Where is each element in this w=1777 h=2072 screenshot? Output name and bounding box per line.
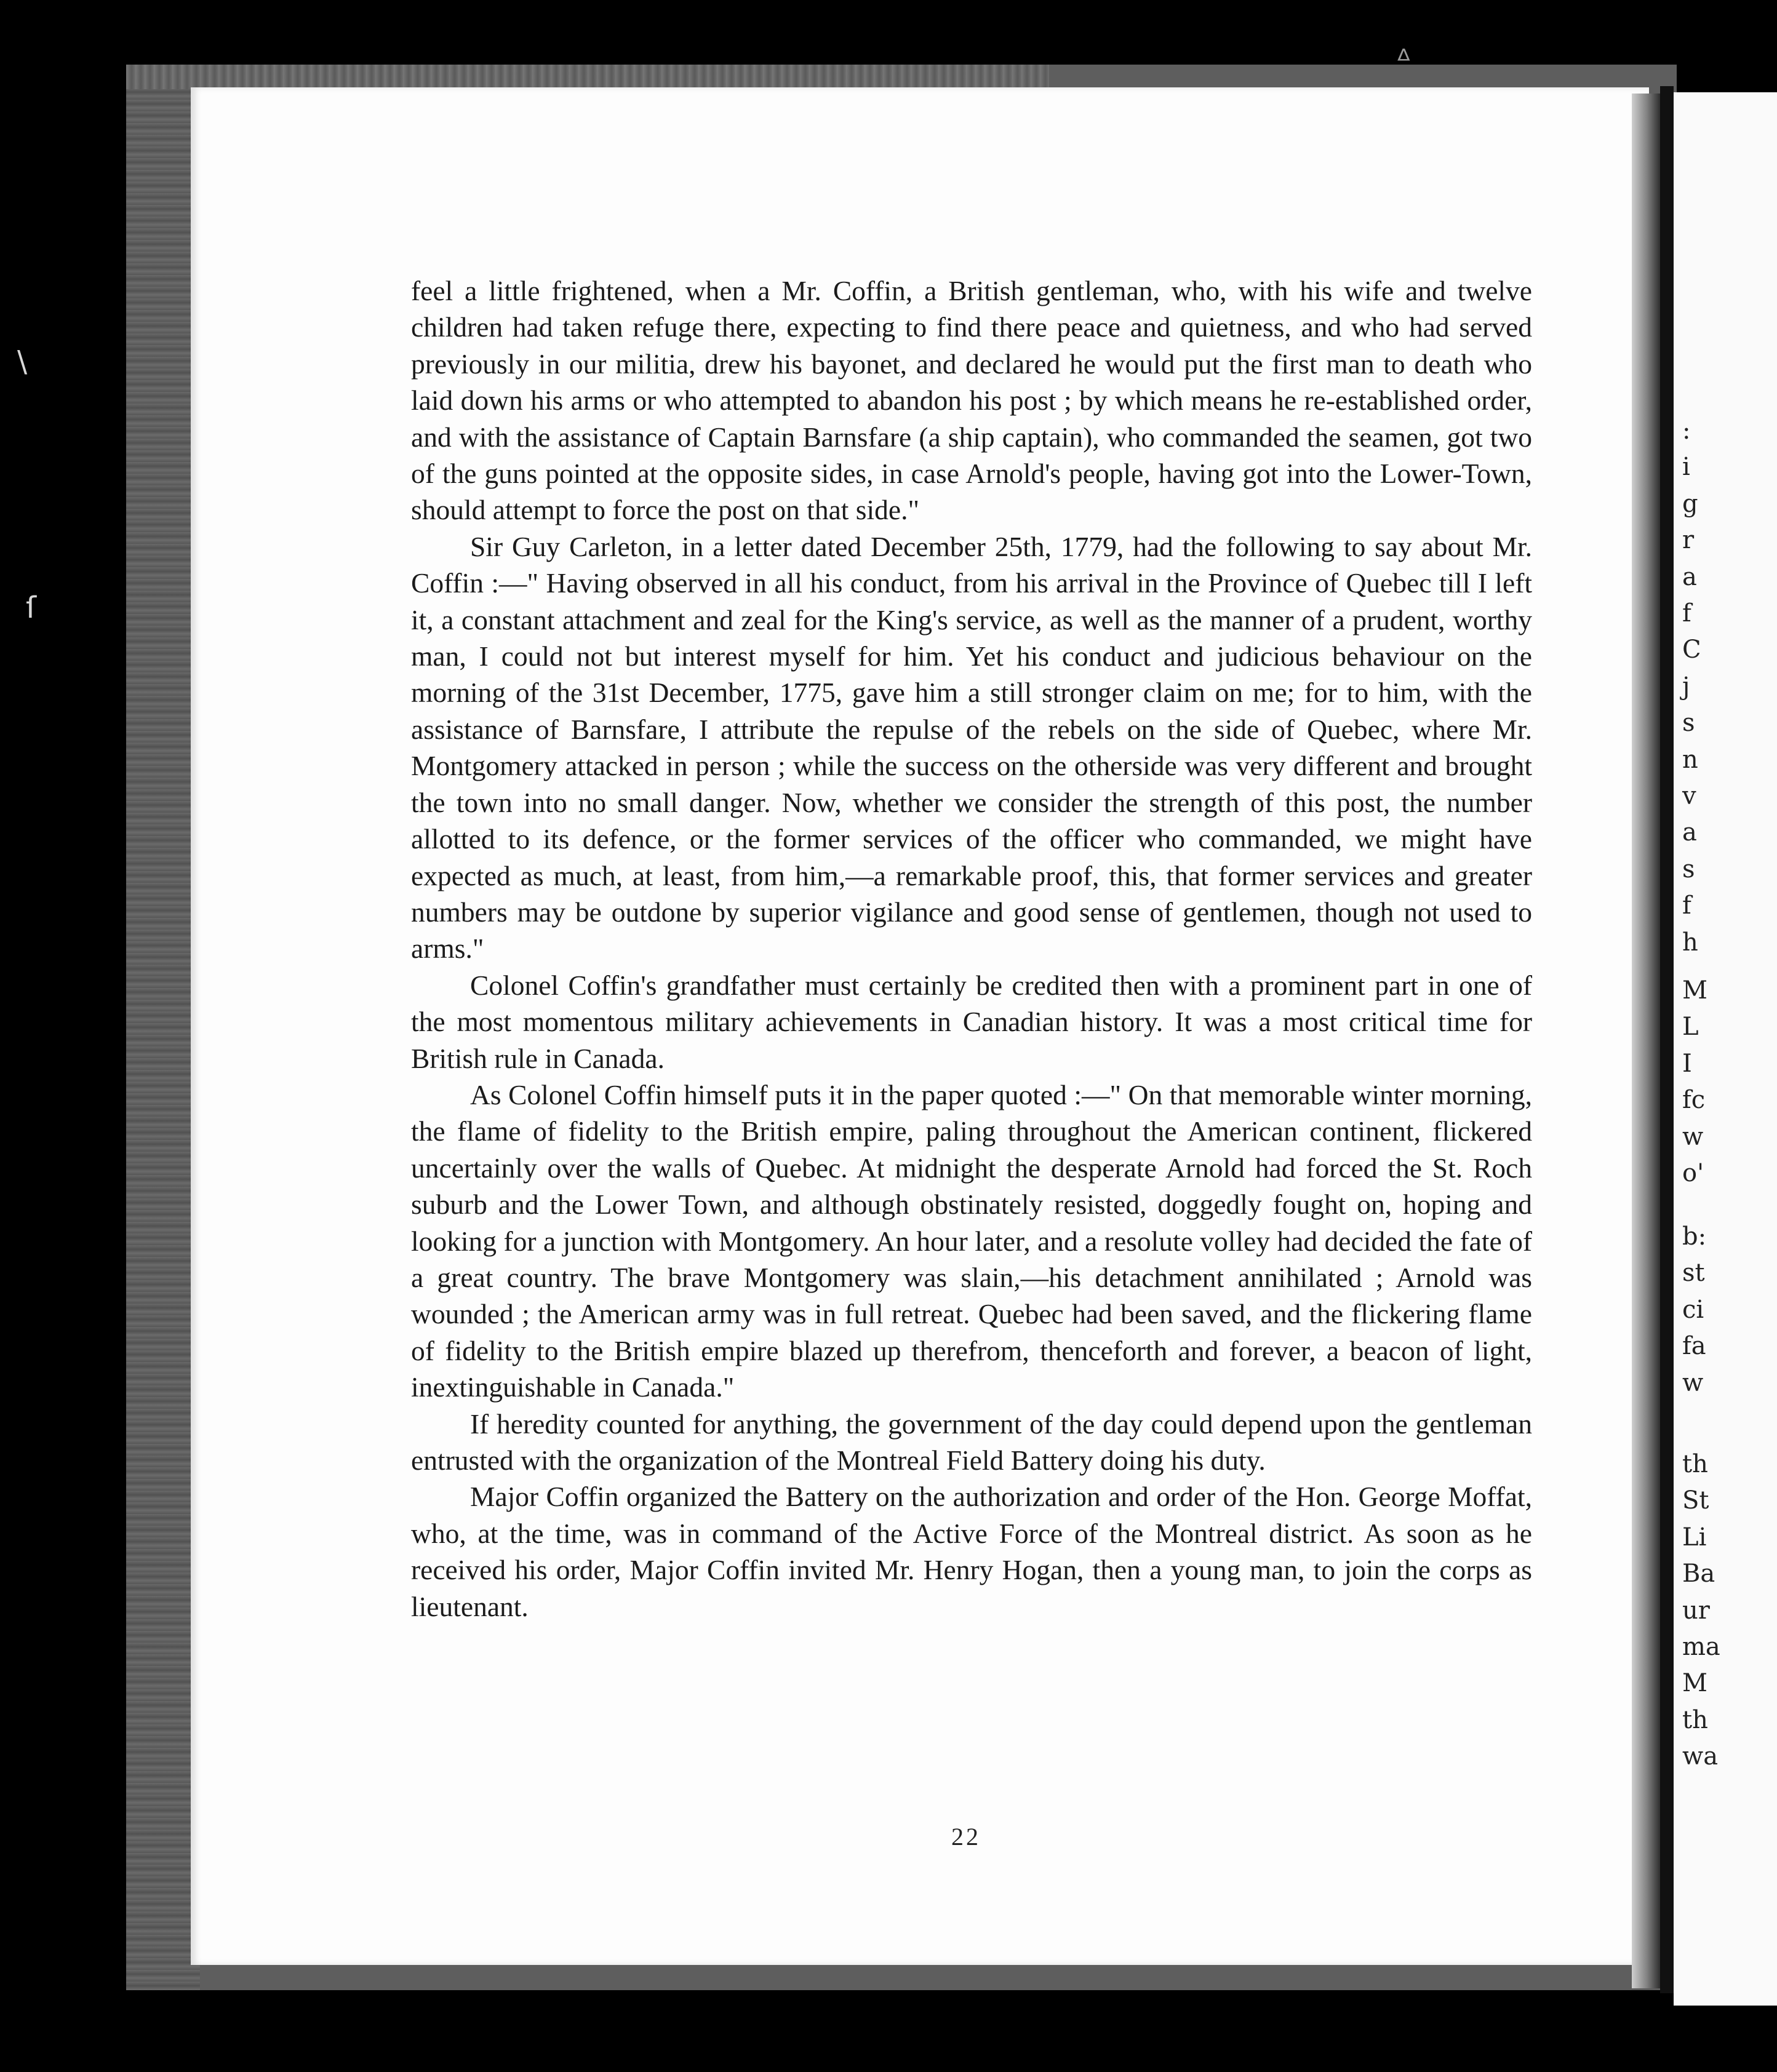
next-page-text-fragment: : xyxy=(1682,416,1691,445)
next-page-text-fragment: I xyxy=(1682,1049,1692,1078)
page-edge-shadow xyxy=(1632,94,1660,1988)
book-cover-top-edge xyxy=(126,65,1049,89)
page-number: 22 xyxy=(951,1823,981,1851)
next-page-text-fragment: v xyxy=(1682,782,1696,810)
paragraph-3: Colonel Coffin's grandfather must certainly be credited then with a prominent part in one of the most momentous military achievements in Canadian history. It was a most critical time for British rule in Canada. xyxy=(411,969,1532,1074)
next-page-text-fragment: fc xyxy=(1682,1086,1706,1115)
next-page-text-fragment: Li xyxy=(1682,1523,1707,1552)
scan-artifact-mark: ſ xyxy=(26,591,36,625)
next-page-text-fragment: j xyxy=(1682,672,1690,701)
next-page-text-fragment: M xyxy=(1682,976,1707,1005)
next-page-text-fragment: g xyxy=(1682,489,1698,518)
next-page-text-fragment: r xyxy=(1682,526,1695,555)
next-page-text-fragment: w xyxy=(1682,1122,1704,1151)
next-page-text-fragment: b: xyxy=(1682,1222,1707,1251)
next-page-text-fragment: th xyxy=(1682,1705,1708,1734)
next-page-text-fragment: i xyxy=(1682,453,1690,482)
next-page-text-fragment: f xyxy=(1682,599,1691,628)
next-page-text-fragment: wa xyxy=(1682,1742,1719,1771)
paragraph-2: Sir Guy Carleton, in a letter dated December 25th, 1779, had the following to say about Mr. Coffin :—" Having observed in all his conduct, from his arrival in the Province of Quebec till I left it, a constant attachment and zeal for the King's service, as well as the manner of a prudent, worthy man, I could not but interest myself for him. Yet his conduct and judicious behaviour on the morning of the 31st December, 1775, gave him a still stronger claim on me; for to him, with the assistance of Barnsfare, I attribute the repulse of the rebels on the side of Quebec, where Mr. Montgomery attacked in person ; while the success on the otherside was very different and brought the town into no small danger. Now, whether we consider the strength of this post, the number allotted to its defence, or the former services of the officer who commanded, we might have expected as much, at least, from him,—a remarkable proof, this, that former services and greater numbers may be outdone by superior vigilance and good sense of gentlemen, though not used to arms." xyxy=(411,530,1532,965)
next-page-text-fragment: th xyxy=(1682,1450,1708,1478)
paragraph-5: If heredity counted for anything, the government of the day could depend upon the gentleman entrusted with the organization of the Montreal Field Battery doing his duty. xyxy=(411,1408,1532,1476)
next-page-text-fragment: ma xyxy=(1682,1633,1720,1661)
next-page-text-fragment: s xyxy=(1682,855,1695,883)
next-page-text-fragment: f xyxy=(1682,891,1691,920)
next-page-text-fragment: a xyxy=(1682,562,1697,591)
next-page-text-fragment: st xyxy=(1682,1259,1705,1288)
next-page-text-fragment: s xyxy=(1682,709,1695,738)
next-page-text-fragment: a xyxy=(1682,818,1697,847)
next-page-text-fragment: fa xyxy=(1682,1332,1706,1361)
next-page-text-fragment: o' xyxy=(1682,1159,1704,1187)
next-page-text-fragment: w xyxy=(1682,1368,1704,1397)
next-page-text-fragment: Ba xyxy=(1682,1560,1715,1588)
next-page-edge xyxy=(1674,92,1777,2006)
next-page-text-fragment: h xyxy=(1682,928,1698,957)
scan-artifact-mark: \ xyxy=(17,345,28,379)
next-page-text-fragment: L xyxy=(1682,1013,1699,1042)
next-page-text-fragment: M xyxy=(1682,1669,1707,1698)
paragraph-1: feel a little frightened, when a Mr. Coffin, a British gentleman, who, with his wife and twelve children had taken refuge there, expecting to find there peace and quietness, and who had served previously in our militia, drew his bayonet, and declared he would put the first man to death who laid down his arms or who attempted to abandon his post ; by which means he re-established order, and with the assistance of Captain Barnsfare (a ship captain), who commanded the seamen, got two of the guns pointed at the opposite sides, in case Arnold's people, having got into the Lower-Town, should attempt to force the post on that side." xyxy=(411,275,1532,526)
next-page-text-fragment: n xyxy=(1682,745,1698,774)
next-page-text-fragment: ci xyxy=(1682,1295,1704,1324)
paragraph-4: As Colonel Coffin himself puts it in the paper quoted :—" On that memorable winter morning, the flame of fidelity to the British empire, paling throughout the American continent, flickered uncertainly over the walls of Quebec. At midnight the desperate Arnold had forced the St. Roch suburb and the Lower Town, and although obstinately resisted, doggedly fought on, hoping and looking for a junction with Montgomery. An hour later, and a resolute volley had decided the fate of a great country. The brave Montgomery was slain,—his detachment annihilated ; Arnold was wounded ; the American army was in full retreat. Quebec had been saved, and the flickering flame of fidelity to the British empire blazed up therefrom, thenceforth and forever, a beacon of light, inextinguishable in Canada." xyxy=(411,1078,1532,1403)
page-body-text xyxy=(411,273,1532,1625)
scan-artifact-mark: ᐞ xyxy=(1396,43,1412,78)
book-spine-texture xyxy=(126,65,200,1990)
book-gutter xyxy=(1660,86,1674,1993)
next-page-text-fragment: ur xyxy=(1682,1596,1710,1625)
next-page-text-fragment: C xyxy=(1682,636,1701,664)
paragraph-6: Major Coffin organized the Battery on the authorization and order of the Hon. George Moffat, who, at the time, was in command of the Active Force of the Montreal district. As soon as he received his order, Major Coffin invited Mr. Henry Hogan, then a young man, to join the corps as lieutenant. xyxy=(411,1481,1532,1622)
next-page-text-fragment: St xyxy=(1682,1486,1709,1515)
